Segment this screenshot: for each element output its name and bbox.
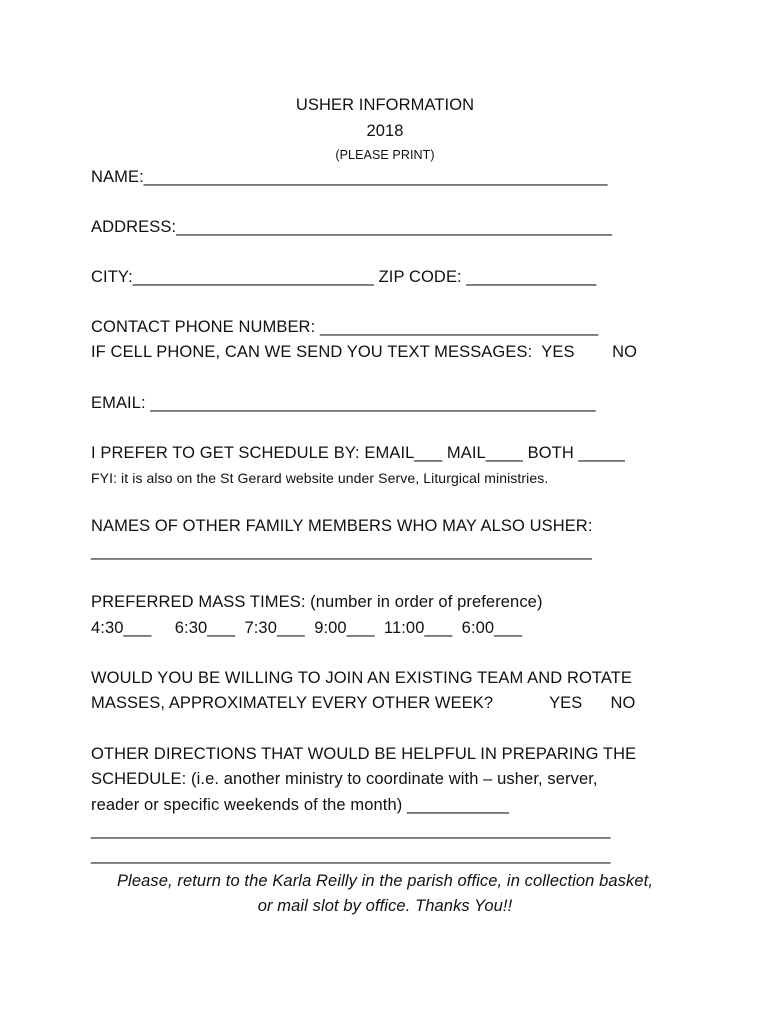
- address-field[interactable]: ADDRESS:_______________________________________________: [91, 218, 613, 236]
- form-title: USHER INFORMATION: [295, 96, 475, 114]
- family-members-label: NAMES OF OTHER FAMILY MEMBERS WHO MAY ALSO USHER:: [91, 517, 593, 535]
- city-zip-field[interactable]: CITY:__________________________ ZIP CODE: ______________: [91, 268, 597, 286]
- mass-times-label: PREFERRED MASS TIMES: (number in order of preference): [91, 593, 543, 611]
- text-messages-question[interactable]: IF CELL PHONE, CAN WE SEND YOU TEXT MESSAGES: YES NO: [91, 343, 638, 361]
- form-subtitle: (PLEASE PRINT): [335, 148, 435, 162]
- rotate-question-line-2[interactable]: MASSES, APPROXIMATELY EVERY OTHER WEEK? YES NO: [91, 694, 636, 712]
- contact-phone-field[interactable]: CONTACT PHONE NUMBER: ______________________________: [91, 318, 599, 336]
- other-directions-line-2: SCHEDULE: (i.e. another ministry to coordinate with – usher, server,: [91, 770, 598, 788]
- other-directions-line-1: OTHER DIRECTIONS THAT WOULD BE HELPFUL IN PREPARING THE: [91, 745, 637, 763]
- return-instructions-line-2: or mail slot by office. Thanks You!!: [257, 897, 513, 915]
- other-directions-line-3[interactable]: reader or specific weekends of the month) ___________: [91, 796, 510, 814]
- form-year: 2018: [366, 122, 404, 140]
- mass-times-field[interactable]: 4:30___ 6:30___ 7:30___ 9:00___ 11:00___ 6:00___: [91, 619, 523, 637]
- fyi-note: FYI: it is also on the St Gerard website under Serve, Liturgical ministries.: [91, 470, 549, 486]
- other-directions-blank-1[interactable]: ________________________________________________________: [91, 821, 611, 839]
- return-instructions-line-1: Please, return to the Karla Reilly in the parish office, in collection basket,: [116, 872, 654, 890]
- name-field[interactable]: NAME:__________________________________________________: [91, 168, 608, 186]
- schedule-preference-field[interactable]: I PREFER TO GET SCHEDULE BY: EMAIL___ MAIL____ BOTH _____: [91, 444, 625, 462]
- other-directions-blank-2[interactable]: ________________________________________________________: [91, 846, 611, 864]
- email-field[interactable]: EMAIL: ________________________________________________: [91, 394, 596, 412]
- family-members-field[interactable]: ______________________________________________________: [91, 542, 592, 560]
- rotate-question-line-1: WOULD YOU BE WILLING TO JOIN AN EXISTING TEAM AND ROTATE: [91, 669, 633, 687]
